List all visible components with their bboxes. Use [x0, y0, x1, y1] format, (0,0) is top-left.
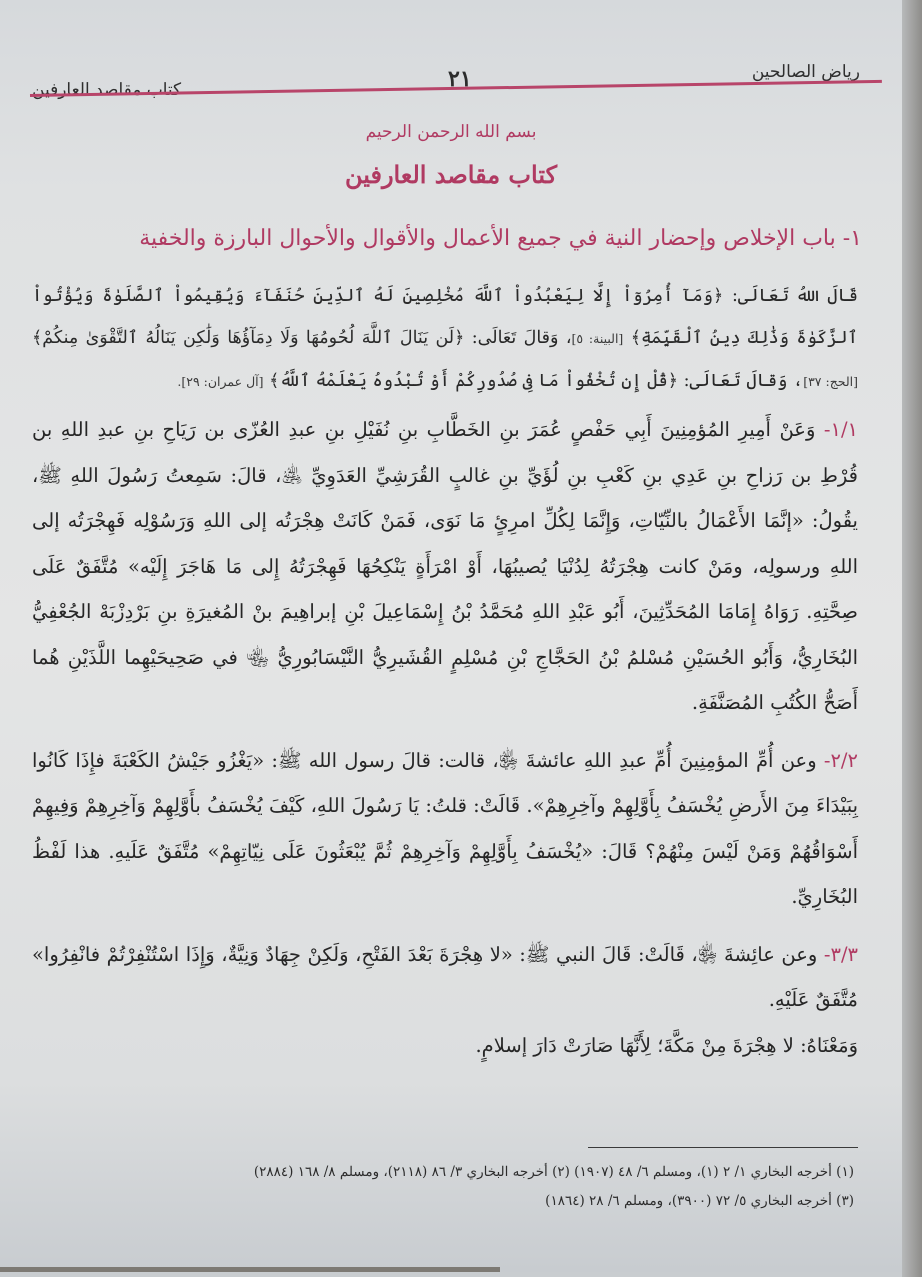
- quran-connector-3: ، وَقالَ تَعَالَى:: [683, 371, 804, 391]
- hadith-line: هَاجَرَ إِلَيْه» مُتَّفَقٌ عَلَى صِحَّتِهِ. رَوَاهُ إِمَامَا المُحَدِّثِينَ، أَبُو عَبْدِ اللهِ مُحَمَّدُ بْنُ إِسْمَاعِيلَ بْنِ إبراهِيمَ بنْ: [32, 554, 858, 623]
- hadith-3-explanation: [32, 1023, 858, 1069]
- hadith-number: ٢/٢-: [823, 748, 858, 772]
- hadith-1: [32, 407, 858, 726]
- footnote-line-2: (٣) أخرجه البخاري ٥/ ٧٢ (٣٩٠٠)، ومسلم ٦/ ٢٨ (١٨٦٤): [545, 1193, 854, 1209]
- basmala: بسم الله الرحمن الرحيم: [365, 122, 537, 142]
- footnote-line-1: (١) أخرجه البخاري ١/ ٢ (١)، ومسلم ٦/ ٤٨ (١٩٠٧) (٢) أخرجه البخاري ٣/ ٨٦ (٢١١٨)، ومسلم ٨/ ١٦٨ (٢٨٨٤): [253, 1164, 854, 1180]
- quran-connector-2: ، وَقالَ تَعَالَى:: [471, 328, 572, 348]
- book-title: كتاب مقاصد العارفين: [344, 160, 557, 189]
- hadith-line: المُغيرَةِ بنِ بَرْدِزْبَهْ الجُعْفِيُّ البُخَارِيُّ، وَأَبُو الحُسَيْنِ مُسْلمُ بْنُ الحَجَّاجِ بْنِ مُسْلِمٍ القُشَيرِيُّ: [32, 600, 858, 669]
- page-number: ٢١: [448, 66, 472, 92]
- chapter-title: ١- باب الإخلاص وإحضار النية في جميع الأعمال والأقوال والأحوال البارزة والخفية: [139, 226, 862, 251]
- hadith-line: نِيّاتِهِمْ» مُتَّفَقٌ عَلَيهِ. هذا لَفْظُ البُخَارِيِّ.: [32, 839, 858, 908]
- quran-verse-2: ﴿لَن يَنَالَ ٱللَّهَ لُحُومُهَا وَلَا دِمَآؤُهَا وَلَٰكِن يَنَالُهُ ٱلتَّقْوَىٰ مِنكُمْ﴾: [32, 328, 465, 348]
- hadith-number: ٣/٣-: [823, 942, 859, 966]
- hadith-line: وعن أُمِّ المؤمِنِينَ أُمِّ عبدِ اللهِ عائشةَ ﵂، قالت: قالَ رسول الله ﷺ: «يَغْزُو جَيْشُ الكَعْبَةَ: [112, 748, 817, 772]
- page-bottom-shadow: [0, 1267, 500, 1272]
- header-chapter-name: كتاب مقاصد العارفين: [32, 80, 182, 100]
- hadith-number: ١/١-: [823, 418, 858, 441]
- hadith-line: اسْتُنْفِرْتُمْ فانْفِرُوا» مُتَّفَقٌ عَلَيْهِ.: [32, 942, 858, 1011]
- hadith-line: رَسُولَ اللهِ ﷺ، يقُولُ: «إنَّمَا الأَعْمَالُ بالنِّيّاتِ، وَإِنَّمَا لِكُلِّ امرِئٍ مَا نَوَى، فَمَنْ كَانَتْ هِجْرَتُه إلى اللهِ: [32, 463, 858, 532]
- hadith-line: وَرَسُوْلِه فَهِجْرَتُه إلى اللهِ ورسولِه، ومَنْ كانت هِجْرَتُهُ لِدُنْيَا يُصيبُهَا، أَوْ امْرَأَةٍ يَنْكِحُهَا فَهِجْرَتُهُ إِلى مَا: [32, 509, 859, 578]
- verse-reference-2: [الحج: ٣٧]: [803, 374, 858, 389]
- verse-reference-1: [البينة: ٥]: [571, 331, 624, 346]
- footnotes: [80, 1158, 854, 1216]
- hadith-2: [32, 738, 858, 920]
- quran-intro: قَالَ اللهُ تَعَالَى:: [732, 286, 858, 306]
- footnote-separator: [588, 1147, 858, 1148]
- hadith-line: وعن عائِشةَ ﵂، قَالَتْ: قَالَ النبي ﷺ: «لا هِجْرَةَ بَعْدَ الفَتْحِ، وَلَكِنْ جِهَادٌ وَنِيَّةٌ، وَإِذَا: [185, 942, 818, 966]
- hadith-line: وَعَنْ أَمِيرِ المُؤمِنِينَ أَبِي حَفْصٍ عُمَرَ بنِ الخَطَّابِ بنِ نُفَيْلِ بنِ عبدِ العُزّى بن رَيَاحِ بنِ: [133, 418, 816, 441]
- explanation-line: وَمَعْنَاهُ: لا هِجْرَةَ مِنْ مَكَّةَ؛ لِأَنَّهَا صَارَتْ دَارَ إسلامٍ.: [475, 1033, 858, 1057]
- verse-reference-3: [آل عمران: ٢٩].: [177, 374, 264, 389]
- hadith-line: النَّيْسَابُورِيُّ ﵄ في صَحِيحَيْهِما اللَّذَيْنِ هُما أَصَحُّ الكُتُبِ المُصَنَّفَةِ.: [32, 645, 858, 714]
- hadith-line: بأَوَّلِهِمْ وَآخِرِهِمْ وَفِيهِمْ أَسْوَاقُهُمْ وَمَنْ لَيْسَ مِنْهُمْ؟ قَالَ: «يُخْسَفُ بِأَوَّلِهِمْ وَآخِرِهِمْ ثُمَّ يُبْعَثُونَ عَلَى: [32, 794, 858, 863]
- quran-verse-1: ﴿وَمَآ أُمِرُوٓاْ إِلَّا لِيَعْبُدُواْ ٱللَّهَ مُخْلِصِينَ لَهُ ٱلدِّينَ حُنَفَآءَ وَيُقِيمُواْ ٱلصَّلَوٰةَ وَيُؤْتُواْ ٱلزَّكَوٰةَ وَذَٰلِكَ دِينُ ٱلْقَيِّمَةِ﴾: [32, 286, 858, 348]
- hadith-line: فإِذَا كَانُوا بِبَيْدَاءَ مِنَ الأَرضِ يُخْسَفُ بِأَوَّلِهِمْ وآخِرِهِمْ». قَالَتْ: قلتُ: يَا رَسُولَ اللهِ، كَيْفَ يُخْسَفُ: [32, 748, 859, 817]
- body-text: [32, 275, 858, 1068]
- quran-verses-paragraph: [32, 275, 858, 403]
- quran-verse-3: ﴿قُلْ إِن تُخْفُواْ مَا فِى صُدُورِكُمْ أَوْ تُبْدُوهُ يَعْلَمْهُ ٱللَّهُ﴾: [269, 371, 679, 391]
- hadith-3: [32, 932, 858, 1023]
- hadith-line: عبدِ اللهِ بن قُرْطِ بن رَزاحِ بنِ عَدِي بنِ كَعْبِ بنِ لُؤَيِّ بنِ غالبٍ القُرَشِيِّ العَدَوِيِّ ﵁، قالَ: سَمِعتُ: [32, 418, 858, 487]
- book-spine-edge: [902, 0, 922, 1277]
- header-book-name: رياض الصالحين: [751, 62, 860, 82]
